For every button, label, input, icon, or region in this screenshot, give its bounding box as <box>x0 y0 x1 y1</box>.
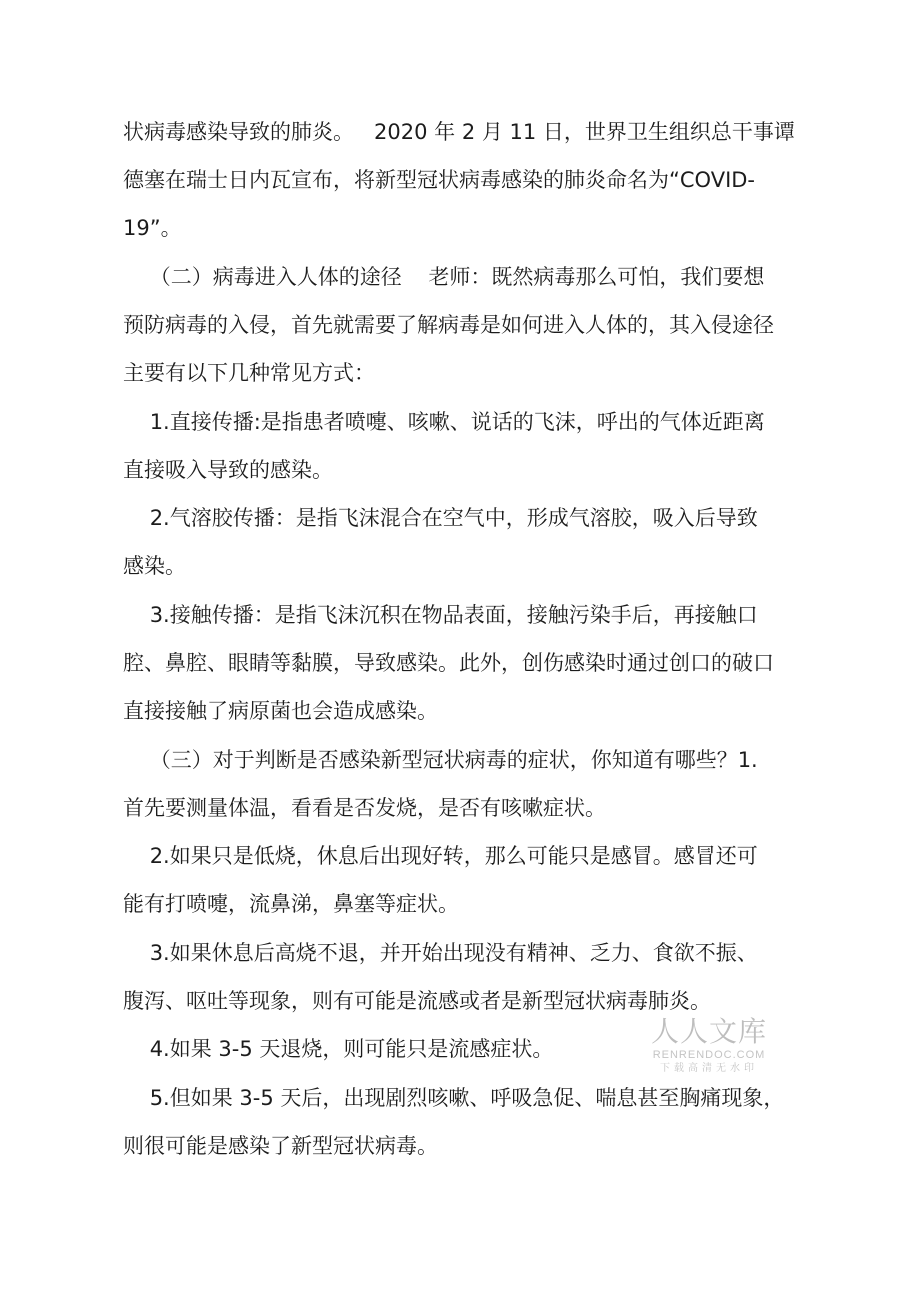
text-line: （二）病毒进入人体的途径 老师：既然病毒那么可怕，我们要想 <box>123 265 765 289</box>
text-line: 感染。 <box>123 554 186 578</box>
watermark-title: 人人文库 <box>650 1015 767 1048</box>
text-line: 直接吸入导致的感染。 <box>123 458 333 482</box>
watermark-domain: RENRENDOC.COM <box>652 1049 766 1061</box>
text-line: 腹泻、呕吐等现象，则有可能是流感或者是新型冠状病毒肺炎。 <box>123 989 711 1013</box>
text-line: 预防病毒的入侵，首先就需要了解病毒是如何进入人体的，其入侵途径 <box>123 313 774 337</box>
text-line: 19”。 <box>123 216 182 240</box>
text-line: 1.直接传播:是指患者喷嚏、咳嗽、说话的飞沫，呼出的气体近距离 <box>123 410 765 434</box>
text-line: 直接接触了病原菌也会造成感染。 <box>123 699 438 723</box>
text-line: 状病毒感染导致的肺炎。 2020 年 2 月 11 日，世界卫生组织总干事谭 <box>123 120 795 144</box>
text-line: 2.气溶胶传播：是指飞沫混合在空气中，形成气溶胶，吸入后导致 <box>123 506 758 530</box>
text-line: （三）对于判断是否感染新型冠状病毒的症状，你知道有哪些？1. <box>123 748 758 772</box>
watermark-subtitle: 下载高清无水印 <box>660 1063 758 1074</box>
text-line: 4.如果 3-5 天退烧，则可能只是流感症状。 <box>123 1037 554 1061</box>
text-line: 5.但如果 3-5 天后，出现剧烈咳嗽、呼吸急促、喘息甚至胸痛现象， <box>123 1086 785 1110</box>
text-line: 德塞在瑞士日内瓦宣布，将新型冠状病毒感染的肺炎命名为“COVID- <box>123 168 756 192</box>
text-line: 腔、鼻腔、眼睛等黏膜，导致感染。此外，创伤感染时通过创口的破口 <box>123 651 774 675</box>
text-line: 首先要测量体温，看看是否发烧，是否有咳嗽症状。 <box>123 796 606 820</box>
text-line: 3.如果休息后高烧不退，并开始出现没有精神、乏力、食欲不振、 <box>123 941 758 965</box>
text-line: 主要有以下几种常见方式： <box>123 361 375 385</box>
watermark-logo <box>644 1016 774 1082</box>
text-line: 2.如果只是低烧，休息后出现好转，那么可能只是感冒。感冒还可 <box>123 844 758 868</box>
text-line: 3.接触传播：是指飞沫沉积在物品表面，接触污染手后，再接触口 <box>123 603 758 627</box>
text-line: 能有打喷嚏，流鼻涕，鼻塞等症状。 <box>123 892 459 916</box>
text-line: 则很可能是感染了新型冠状病毒。 <box>123 1134 438 1158</box>
